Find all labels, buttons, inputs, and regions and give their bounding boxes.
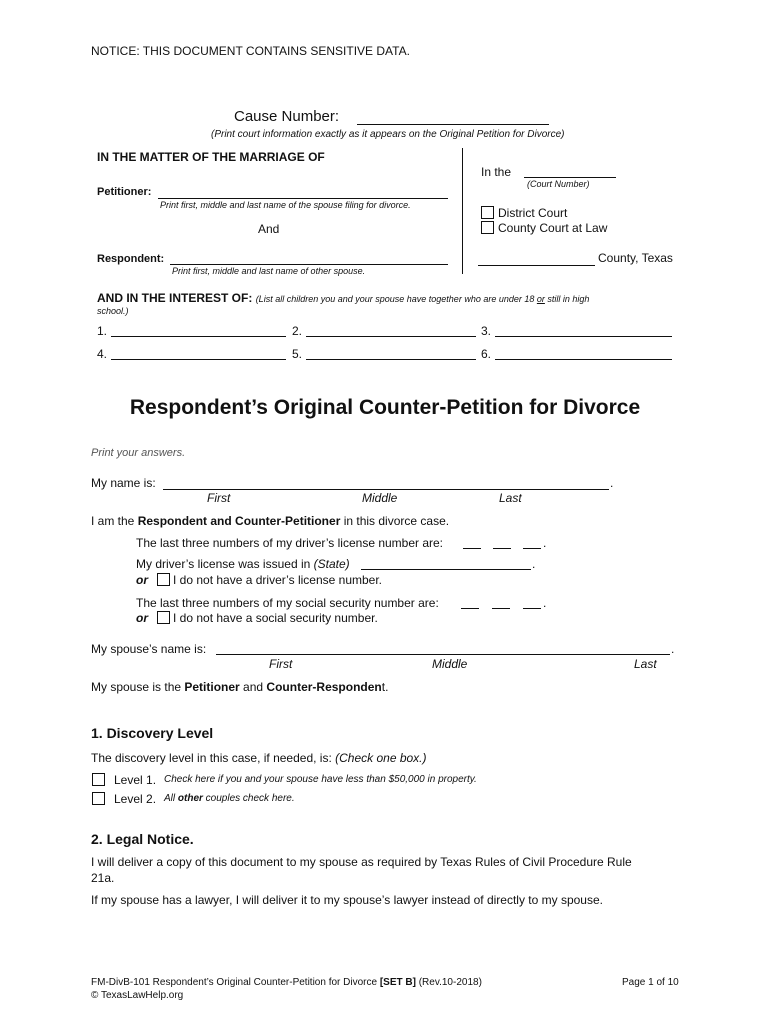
- print-answers-hint: Print your answers.: [91, 447, 186, 459]
- county-court-checkbox[interactable]: [481, 221, 494, 234]
- no-license-label: I do not have a driver’s license number.: [173, 573, 383, 587]
- license-issued-state: (State): [313, 557, 350, 571]
- my-name-field[interactable]: [163, 489, 609, 490]
- role-post: in this divorce case.: [340, 514, 450, 528]
- discovery-intro: [91, 751, 427, 765]
- child-number-5: 5.: [292, 347, 303, 361]
- in-the-label: In the: [481, 165, 512, 179]
- legal-notice-p2: If my spouse has a lawyer, I will deliver it to my spouse’s lawyer instead of directly to my spouse.: [91, 893, 603, 907]
- footer-page-number: Page 1 of 10: [622, 977, 679, 988]
- child-name-field-5[interactable]: [306, 359, 476, 360]
- level2-checkbox[interactable]: [92, 792, 105, 805]
- ssn-or-label: or: [136, 611, 148, 625]
- no-ssn-checkbox[interactable]: [157, 611, 170, 624]
- district-court-label: District Court: [498, 206, 568, 220]
- document-title: Respondent’s Original Counter-Petition for Divorce: [129, 396, 641, 419]
- ssn-digit-1[interactable]: [461, 608, 479, 609]
- respondent-role-text: [91, 514, 449, 528]
- child-number-4: 4.: [97, 347, 108, 361]
- and-label: And: [258, 222, 280, 236]
- my-name-label: My name is:: [91, 476, 156, 490]
- petitioner-hint: Print first, middle and last name of the spouse filing for divorce.: [160, 200, 411, 210]
- child-name-field-2[interactable]: [306, 336, 476, 337]
- license-last3-dot: .: [543, 536, 547, 550]
- child-number-6: 6.: [481, 347, 492, 361]
- my-name-period: .: [610, 476, 614, 490]
- spouse-role-petitioner: Petitioner: [184, 680, 240, 694]
- respondent-name-field[interactable]: [170, 264, 448, 265]
- interest-of-hint-b: still in high: [544, 294, 590, 304]
- spouse-name-period: .: [671, 642, 675, 656]
- discovery-intro-text: The discovery level in this case, if needed, is:: [91, 751, 336, 765]
- child-number-1: 1.: [97, 324, 108, 338]
- level2-hint: [164, 793, 295, 804]
- license-issued-dot: .: [532, 557, 536, 571]
- discovery-level-heading: 1. Discovery Level: [91, 725, 214, 741]
- spouse-middle-hint: Middle: [432, 657, 468, 671]
- my-name-last-hint: Last: [499, 491, 522, 505]
- spouse-first-hint: First: [269, 657, 293, 671]
- license-digit-3[interactable]: [523, 548, 541, 549]
- license-issued-pre: My driver’s license was issued in: [136, 557, 314, 571]
- interest-of-hint-a: (List all children you and your spouse have together who are under 18: [255, 294, 537, 304]
- spouse-last-hint: Last: [634, 657, 657, 671]
- respondent-hint: Print first, middle and last name of other spouse.: [172, 266, 366, 276]
- county-texas-label: County, Texas: [598, 251, 673, 265]
- respondent-label: Respondent:: [97, 253, 165, 265]
- interest-of-hint-c: school.): [97, 306, 129, 316]
- footer-copyright: © TexasLawHelp.org: [91, 990, 184, 1001]
- no-ssn-label: I do not have a social security number.: [173, 611, 378, 625]
- child-name-field-3[interactable]: [495, 336, 672, 337]
- county-name-field[interactable]: [478, 265, 595, 266]
- footer-form-id: [91, 977, 482, 988]
- spouse-role-post: t.: [381, 680, 389, 694]
- license-digit-1[interactable]: [463, 548, 481, 549]
- caption-divider: [462, 148, 463, 274]
- petitioner-label: Petitioner:: [97, 186, 152, 198]
- interest-of-line: [97, 291, 589, 305]
- ssn-last3-dot: .: [543, 596, 547, 610]
- court-number-field[interactable]: [524, 177, 616, 178]
- matter-heading: IN THE MATTER OF THE MARRIAGE OF: [97, 150, 325, 164]
- spouse-name-label: My spouse’s name is:: [91, 642, 207, 656]
- child-name-field-1[interactable]: [111, 336, 286, 337]
- ssn-digit-2[interactable]: [492, 608, 510, 609]
- level2-label: Level 2.: [114, 792, 157, 806]
- license-or-label: or: [136, 573, 148, 587]
- sensitive-data-notice: NOTICE: THIS DOCUMENT CONTAINS SENSITIVE DATA.: [91, 44, 410, 58]
- level1-label: Level 1.: [114, 773, 157, 787]
- footer-form-pre: FM-DivB-101 Respondent’s Original Counter-Petition for Divorce: [91, 977, 380, 988]
- cause-number-field[interactable]: [357, 124, 549, 125]
- discovery-intro-hint: (Check one box.): [335, 751, 427, 765]
- my-name-middle-hint: Middle: [362, 491, 398, 505]
- cause-number-hint: (Print court information exactly as it appears on the Original Petition for Divorce): [211, 129, 565, 140]
- ssn-digit-3[interactable]: [523, 608, 541, 609]
- petitioner-name-field[interactable]: [158, 198, 448, 199]
- spouse-role-counter: Counter-Responden: [266, 680, 382, 694]
- license-state-field[interactable]: [361, 569, 531, 570]
- footer-rev: (Rev.10-2018): [415, 977, 482, 988]
- interest-of-hint-or: or: [536, 294, 545, 304]
- district-court-checkbox[interactable]: [481, 206, 494, 219]
- role-pre: I am the: [91, 514, 138, 528]
- legal-notice-heading: 2. Legal Notice.: [91, 831, 194, 847]
- court-number-hint: (Court Number): [527, 179, 590, 189]
- level2-hint-a: All: [164, 793, 178, 804]
- spouse-role-mid: and: [239, 680, 267, 694]
- cause-number-label: Cause Number:: [234, 108, 340, 125]
- spouse-name-field[interactable]: [216, 654, 670, 655]
- spouse-role-text: [91, 680, 388, 694]
- spouse-role-pre: My spouse is the: [91, 680, 185, 694]
- license-last3-label: The last three numbers of my driver’s license number are:: [136, 536, 444, 550]
- legal-notice-p1-line2: 21a.: [91, 871, 115, 885]
- no-license-checkbox[interactable]: [157, 573, 170, 586]
- level2-hint-b: other: [177, 793, 203, 804]
- role-bold: Respondent and Counter-Petitioner: [137, 514, 341, 528]
- level2-hint-c: couples check here.: [202, 793, 295, 804]
- child-name-field-4[interactable]: [111, 359, 286, 360]
- my-name-first-hint: First: [207, 491, 231, 505]
- child-number-2: 2.: [292, 324, 303, 338]
- child-number-3: 3.: [481, 324, 492, 338]
- county-court-label: County Court at Law: [498, 221, 608, 235]
- footer-set: [SET B]: [379, 977, 416, 988]
- license-issued-text: [136, 557, 350, 571]
- interest-of-label: AND IN THE INTEREST OF:: [97, 291, 253, 305]
- ssn-last3-label: The last three numbers of my social security number are:: [136, 596, 439, 610]
- license-digit-2[interactable]: [493, 548, 511, 549]
- level1-hint: Check here if you and your spouse have less than $50,000 in property.: [164, 774, 477, 785]
- level1-checkbox[interactable]: [92, 773, 105, 786]
- child-name-field-6[interactable]: [495, 359, 672, 360]
- legal-notice-p1-line1: I will deliver a copy of this document to my spouse as required by Texas Rules of Civil Procedure Rule: [91, 855, 632, 869]
